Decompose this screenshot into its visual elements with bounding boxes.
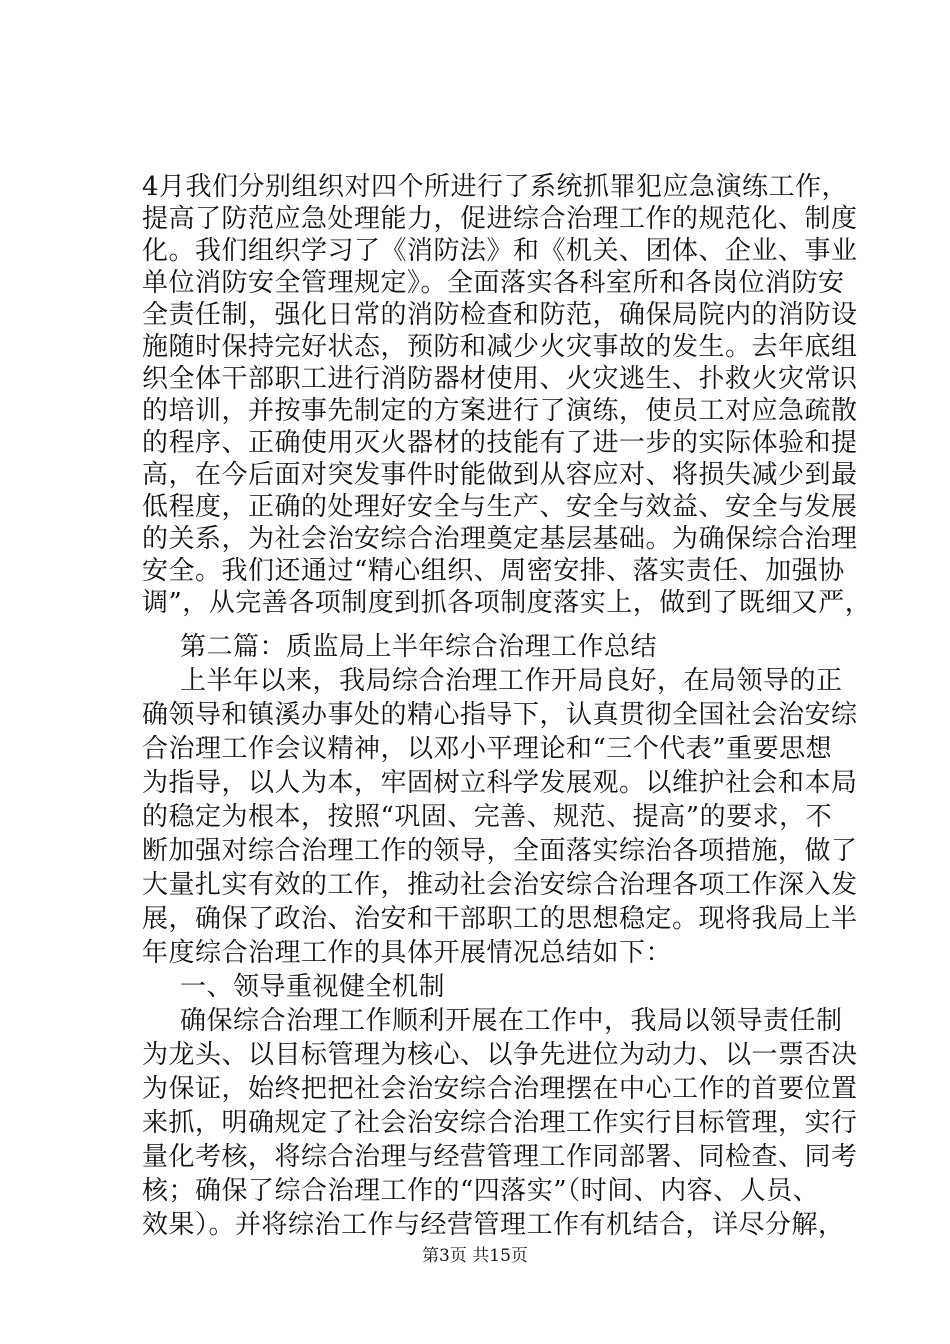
body-line: 施随时保持完好状态，预防和减少火灾事故的发生。去年底组 <box>142 332 858 362</box>
body-line: 4月我们分别组织对四个所进行了系统抓罪犯应急演练工作， <box>142 172 849 202</box>
body-line: 的关系，为社会治安综合治理奠定基层基础。为确保综合治理 <box>142 524 858 554</box>
body-line: 全责任制，强化日常的消防检查和防范，确保局院内的消防设 <box>142 300 858 330</box>
body-line: 合治理工作会议精神，以邓小平理论和“三个代表”重要思想 <box>142 734 833 764</box>
body-line: 大量扎实有效的工作，推动社会治安综合治理各项工作深入发 <box>142 870 858 900</box>
body-line: 展，确保了政治、治安和干部职工的思想稳定。现将我局上半 <box>142 904 858 934</box>
body-line: 为指导，以人为本，牢固树立科学发展观。以维护社会和本局 <box>142 768 858 798</box>
body-line: 高，在今后面对突发事件时能做到从容应对、将损失减少到最 <box>142 460 858 490</box>
body-line: 的程序、正确使用灭火器材的技能有了进一步的实际体验和提 <box>142 428 858 458</box>
body-line: 断加强对综合治理工作的领导，全面落实综治各项措施，做了 <box>142 836 858 866</box>
body-line: 上半年以来，我局综合治理工作开局良好，在局领导的正 <box>180 666 843 696</box>
page-number: 第3页 共15页 <box>422 1246 528 1266</box>
body-line: 来抓，明确规定了社会治安综合治理工作实行目标管理，实行 <box>142 1108 858 1138</box>
body-line: 年度综合治理工作的具体开展情况总结如下： <box>142 938 673 968</box>
section-title: 第二篇：质监局上半年综合治理工作总结 <box>180 632 658 662</box>
body-line: 为龙头、以目标管理为核心、以争先进位为动力、以一票否决 <box>142 1040 858 1070</box>
body-line: 量化考核，将综合治理与经营管理工作同部署、同检查、同考 <box>142 1142 858 1172</box>
body-line: 的稳定为根本，按照“巩固、完善、规范、提高”的要求，不 <box>142 802 833 832</box>
body-line: 核；确保了综合治理工作的“四落实”（时间、内容、人员、 <box>142 1176 820 1206</box>
body-line: 效果）。并将综治工作与经营管理工作有机结合，详尽分解， <box>142 1210 845 1240</box>
body-line: 确领导和镇溪办事处的精心指导下，认真贯彻全国社会治安综 <box>142 700 858 730</box>
body-line: 单位消防安全管理规定》。全面落实各科室所和各岗位消防安 <box>142 268 845 298</box>
body-line: 织全体干部职工进行消防器材使用、火灾逃生、扑救火灾常识 <box>142 364 858 394</box>
body-line: 调”，从完善各项制度到抓各项制度落实上，做到了既细又严， <box>142 588 872 618</box>
body-line: 低程度，正确的处理好安全与生产、安全与效益、安全与发展 <box>142 492 858 522</box>
body-line: 安全。我们还通过“精心组织、周密安排、落实责任、加强协 <box>142 556 845 586</box>
body-line: 化。我们组织学习了《消防法》和《机关、团体、企业、事业 <box>142 236 858 266</box>
body-line: 为保证，始终把把社会治安综合治理摆在中心工作的首要位置 <box>142 1074 858 1104</box>
subheading: 一、领导重视健全机制 <box>180 972 446 1002</box>
body-line: 确保综合治理工作顺利开展在工作中，我局以领导责任制 <box>180 1006 843 1036</box>
body-line: 的培训，并按事先制定的方案进行了演练，使员工对应急疏散 <box>142 396 858 426</box>
body-line: 提高了防范应急处理能力，促进综合治理工作的规范化、制度 <box>142 204 858 234</box>
